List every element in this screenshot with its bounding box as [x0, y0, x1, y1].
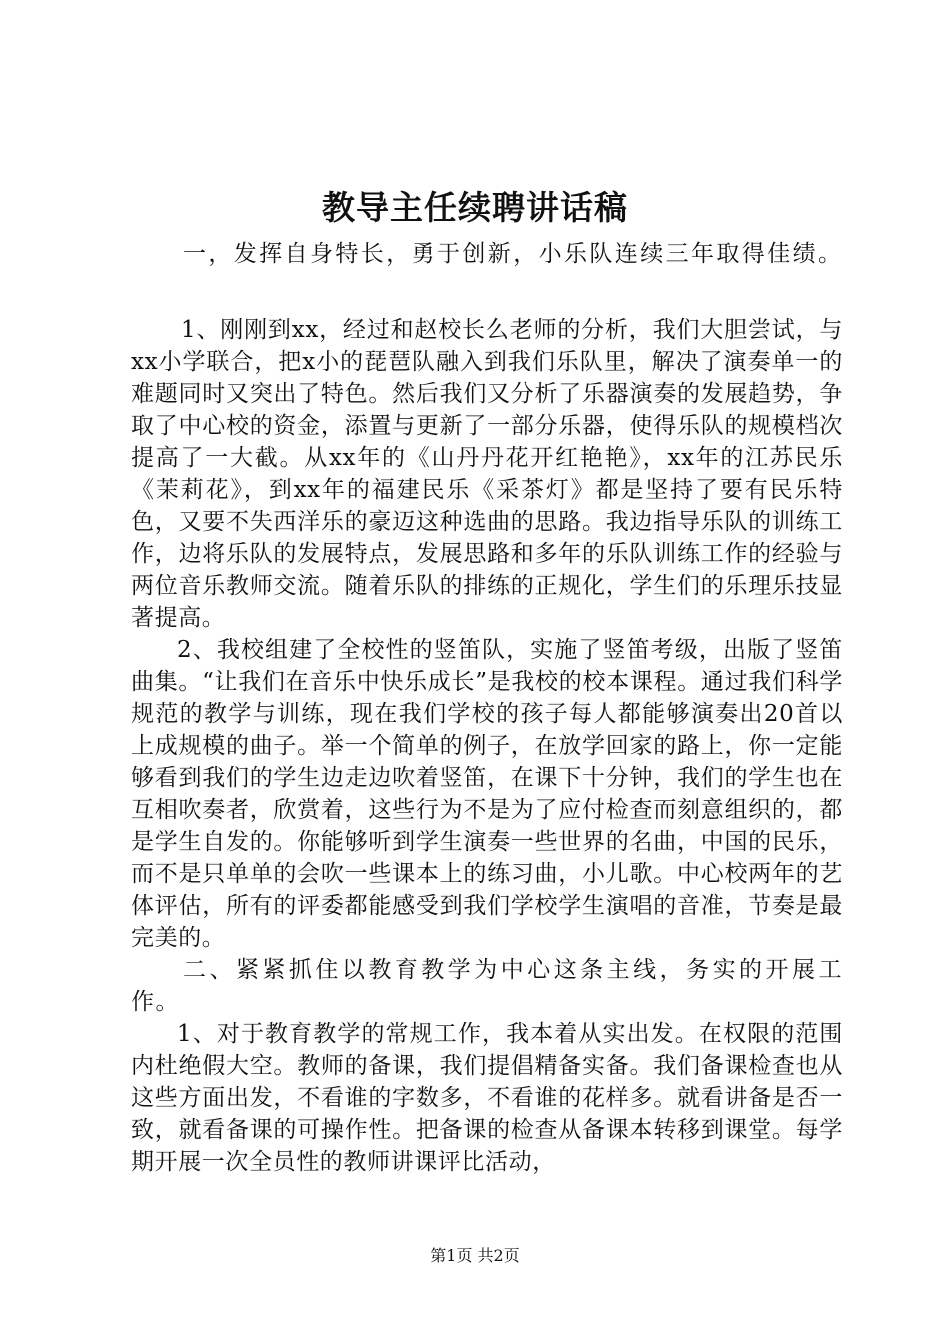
document-title: 教导主任续聘讲话稿: [322, 188, 628, 227]
section-heading-two: 二、紧紧抓住以教育教学为中心这条主线，务实的开展工作。: [131, 957, 843, 1015]
paragraph-teaching-routine: 1、对于教育教学的常规工作，我本着从实出发。在权限的范围内杜绝假大空。教师的备课，我们提倡精备实备。我们备课检查也从这些方面出发，不看谁的字数多，不看谁的花样多。就看讲备是否一致，就看备课的可操作性。把备课的检查从备课本转移到课堂。每学期开展一次全员性的教师讲课评比活动，: [131, 1021, 843, 1175]
paragraph-recorder-team: 2、我校组建了全校性的竖笛队，实施了竖笛考级，出版了竖笛曲集。“让我们在音乐中快乐成长”是我校的校本课程。通过我们科学规范的教学与训练，现在我们学校的孩子每人都能够演奏出20首以上成规模的曲子。举一个简单的例子，在放学回家的路上，你一定能够看到我们的学生边走边吹着竖笛，在课下十分钟，我们的学生也在互相吹奏者，欣赏着，这些行为不是为了应付检查而刻意组织的，都是学生自发的。你能够听到学生演奏一些世界的名曲，中国的民乐，而不是只单单的会吹一些课本上的练习曲，小儿歌。中心校两年的艺体评估，所有的评委都能感受到我们学校学生演唱的音准，节奏是最完美的。: [131, 637, 843, 951]
paragraph-orchestra: 1、刚刚到xx，经过和赵校长么老师的分析，我们大胆尝试，与xx小学联合，把x小的琵琶队融入到我们乐队里，解决了演奏单一的难题同时又突出了特色。然后我们又分析了乐器演奏的发展趋势，争取了中心校的资金，添置与更新了一部分乐器，使得乐队的规模档次提高了一大截。从xx年的《山丹丹花开红艳艳》，xx年的江苏民乐《茉莉花》，到xx年的福建民乐《采茶灯》都是坚持了要有民乐特色，又要不失西洋乐的豪迈这种选曲的思路。我边指导乐队的训练工作，边将乐队的发展特点，发展思路和多年的乐队训练工作的经验与两位音乐教师交流。随着乐队的排练的正规化，学生们的乐理乐技显著提高。: [131, 317, 843, 631]
section-heading-one: 一，发挥自身特长，勇于创新，小乐队连续三年取得佳绩。: [183, 241, 844, 267]
page-number-footer: 第1页 共2页: [430, 1246, 520, 1265]
document-body: [131, 238, 843, 1178]
